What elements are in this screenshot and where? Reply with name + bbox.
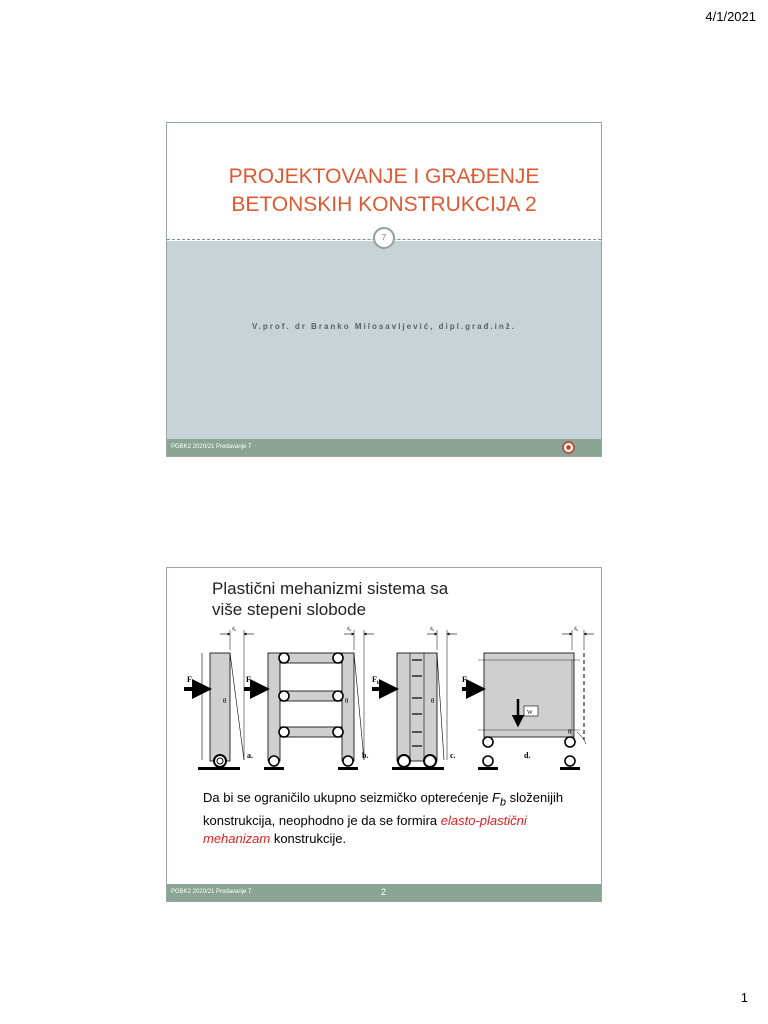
page-number: 1	[740, 990, 748, 1005]
angle-label-b: θ	[345, 697, 349, 705]
slide2-title-line1: Plastični mehanizmi sistema sa	[212, 579, 449, 598]
disp-label-a: $d_u$	[232, 627, 237, 632]
caption-part2: složenijih konstrukcija, neophodno je da se formira	[203, 790, 564, 828]
angle-label-d: θ	[568, 728, 572, 736]
angle-label-c: θ	[431, 697, 435, 705]
panel-d	[462, 627, 594, 770]
disp-label-b: $d_u$	[347, 627, 352, 632]
slide2-title-line2: više stepeni slobode	[212, 600, 367, 619]
panel-label-c: c.	[450, 751, 456, 760]
university-logo-icon	[562, 441, 575, 454]
slide-number: 2	[381, 887, 387, 897]
subtitle-area	[167, 241, 601, 439]
slide2-title	[212, 578, 448, 620]
page-date: 4/1/2021	[705, 9, 756, 24]
panel-a	[184, 627, 254, 770]
panel-label-d: d.	[524, 751, 531, 760]
angle-label-a: θ	[223, 697, 227, 705]
panel-b	[244, 627, 374, 770]
title-area	[167, 123, 601, 241]
footer2-text: PGBK2 2020/21 Predavanje 7	[171, 889, 252, 895]
lecture-number-badge: 7	[373, 227, 395, 249]
slide-title-line2: BETONSKIH KONSTRUKCIJA 2	[231, 193, 537, 216]
footer-text: PGBK2 2020/21 Predavanje 7	[171, 444, 252, 450]
caption-fb: $F_b$	[492, 790, 507, 809]
title-slide	[166, 122, 602, 457]
force-label-c: $F_b$	[372, 675, 380, 686]
slide2-caption	[203, 789, 583, 848]
author-name: V.prof. dr Branko Milosavljević, dipl.građ.inž.	[252, 322, 516, 331]
weight-label: W	[527, 710, 533, 716]
panel-label-a: a.	[247, 751, 253, 760]
force-label-b: $F_b$	[246, 675, 254, 686]
slide2-footer	[167, 884, 601, 901]
slide-title-line1: PROJEKTOVANJE I GRAĐENJE	[228, 165, 540, 188]
panel-c	[372, 627, 457, 770]
force-label-a: $F_b$	[187, 675, 195, 686]
caption-highlight: elasto-plastični mehanizam	[203, 812, 527, 846]
content-slide	[166, 567, 602, 902]
slide-title	[167, 163, 601, 219]
slide-footer	[167, 439, 601, 456]
caption-part3: konstrukcije.	[270, 830, 347, 846]
disp-label-c: $d_u$	[430, 627, 435, 632]
plastic-mechanism-diagram	[172, 620, 598, 775]
disp-label-d: $d_u$	[574, 627, 579, 632]
panel-label-b: b.	[362, 751, 369, 760]
force-label-d: $F_b$	[462, 675, 470, 686]
caption-part1: Da bi se ograničilo ukupno seizmičko opterećenje	[203, 790, 493, 805]
